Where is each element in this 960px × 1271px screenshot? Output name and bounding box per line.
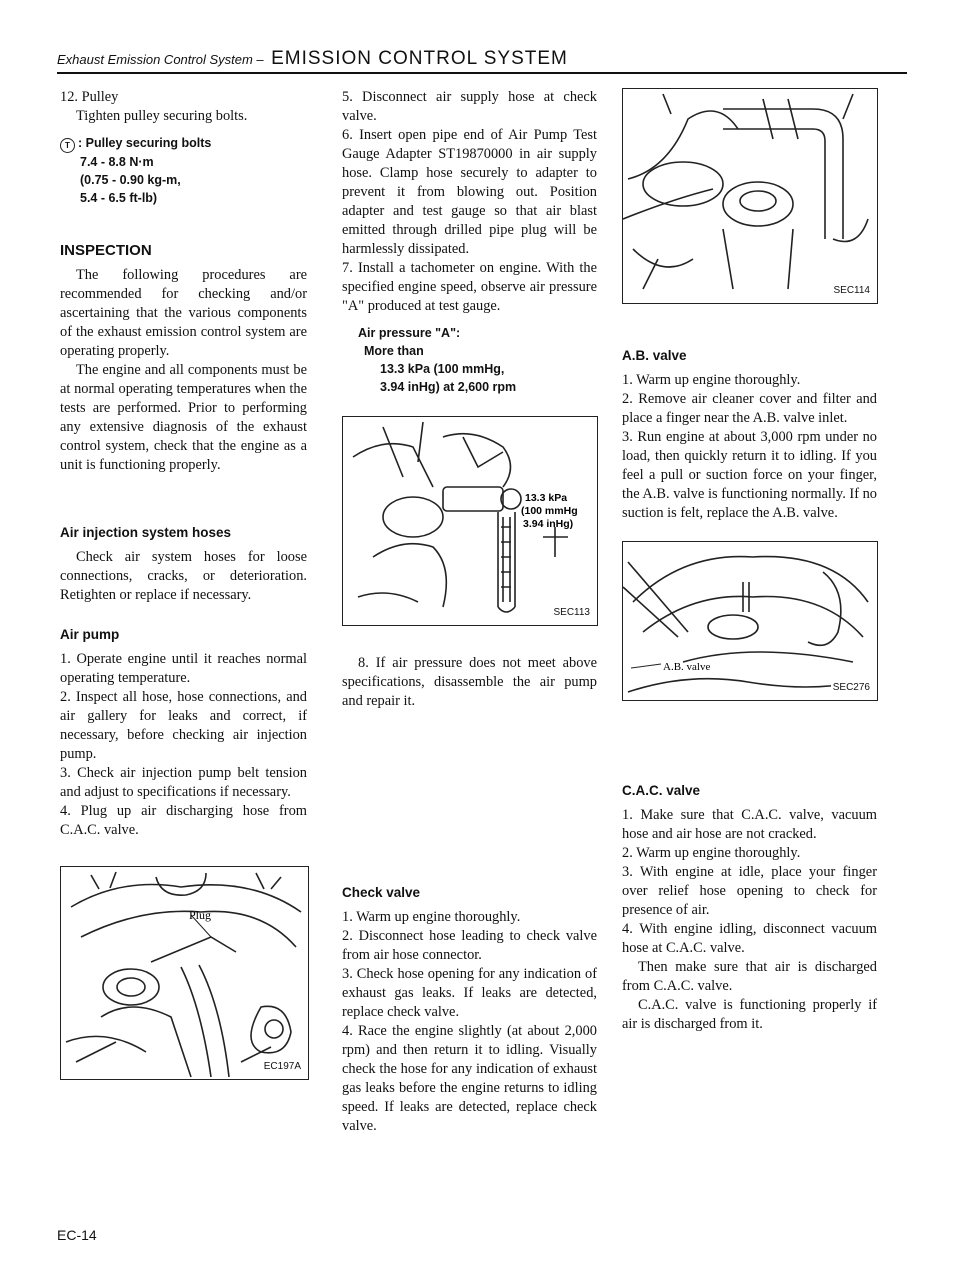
air-pump-step-3: 3. Check air injection pump belt tension and adjust to specifications if necessary. <box>60 765 307 800</box>
chapter-title: EMISSION CONTROL SYSTEM <box>271 48 568 69</box>
plug-label: Plug <box>189 908 212 922</box>
air-pump-step-1: 1. Operate engine until it reaches normal operating temperature. <box>60 651 307 686</box>
figure-code: SEC113 <box>551 603 592 622</box>
header-rule <box>57 72 907 74</box>
figure-code: SEC276 <box>831 678 872 697</box>
check-valve-step-2: 2. Disconnect hose leading to check valve from air hose connector. <box>342 928 597 963</box>
ab-valve-drawing <box>623 542 877 700</box>
torque-spec <box>60 134 307 207</box>
check-valve-step-4: 4. Race the engine slightly (at about 2,000 rpm) and then return it to idling. Visually check the hose for any indication of exhaust gas leaks before the engine returns to idling speed. If leaks are detected, replace check valve. <box>342 1023 597 1134</box>
check-valve-drawing <box>623 89 877 303</box>
gauge-label-kpa: 13.3 kPa <box>525 492 568 504</box>
figure-code: EC197A <box>262 1057 303 1076</box>
cac-valve-step-2: 2. Warm up engine thoroughly. <box>622 845 801 861</box>
column-middle <box>342 88 597 1136</box>
gauge-label-inhg: 3.94 inHg) <box>523 518 574 530</box>
inspection-paragraph-1: The following procedures are recommended for checking and/or ascertaining that the various components of the exhaust emission control system are operating properly. <box>60 267 307 359</box>
section-title: Exhaust Emission Control System – <box>57 52 264 67</box>
spec-label: Air pressure "A": <box>358 326 461 340</box>
air-pressure-spec <box>358 324 597 396</box>
inspection-heading: INSPECTION <box>60 242 152 259</box>
inspection-paragraph-2: The engine and all components must be at normal operating temperatures when the tests are performed. Prior to performing any extensive diagnosis of the exhaust control system, check that the engine as a unit is functioning properly. <box>60 362 307 473</box>
check-valve-step-3: 3. Check hose opening for any indication of exhaust gas leaks. If leaks are detected, replace check valve. <box>342 966 597 1020</box>
cac-valve-step-3: 3. With engine at idle, place your finger over relief hose opening to check for presence of air. <box>622 864 877 918</box>
cac-valve-heading: C.A.C. valve <box>622 783 701 798</box>
engine-plug-drawing <box>61 867 308 1079</box>
page-number: EC-14 <box>57 1227 97 1243</box>
air-pump-heading: Air pump <box>60 627 120 642</box>
cac-valve-note-1: Then make sure that air is discharged from C.A.C. valve. <box>622 959 877 994</box>
column-left <box>60 88 307 1080</box>
check-valve-heading: Check valve <box>342 885 421 900</box>
air-pump-step-2: 2. Inspect all hose, hose connections, and air gallery for leaks and correct, if necessary, before checking air injection pump. <box>60 689 307 762</box>
spec-inhg: 3.94 inHg) at 2,600 rpm <box>380 380 517 394</box>
step-8: 8. If air pressure does not meet above specifications, disassemble the air pump and repair it. <box>342 655 597 709</box>
spec-kpa: 13.3 kPa (100 mmHg, <box>380 362 505 376</box>
figure-plug-illustration <box>60 866 309 1080</box>
figure-ab-valve <box>622 541 878 701</box>
step-12-body: Tighten pulley securing bolts. <box>76 108 248 124</box>
torque-value-ftlb: 5.4 - 6.5 ft-lb) <box>80 191 158 205</box>
ab-valve-step-2: 2. Remove air cleaner cover and filter and place a finger near the A.B. valve inlet. <box>622 391 877 426</box>
figure-code: SEC114 <box>831 281 872 300</box>
gauge-drawing <box>343 417 597 625</box>
figure-air-pump-gauge <box>342 416 598 626</box>
ab-valve-step-1: 1. Warm up engine thoroughly. <box>622 372 801 388</box>
cac-valve-step-4: 4. With engine idling, disconnect vacuum hose at C.A.C. valve. <box>622 921 877 956</box>
step-6: 6. Insert open pipe end of Air Pump Test Gauge Adapter ST19870000 in air supply hose. Clamp hose securely to adapter to prevent it from blowing out. Position adapter and test gauge so that air blast emitted through drilled pipe plug will be harmlessly dissipated. <box>342 127 597 257</box>
cac-valve-step-1: 1. Make sure that C.A.C. valve, vacuum hose and air hose are not cracked. <box>622 807 877 842</box>
hoses-heading: Air injection system hoses <box>60 525 232 540</box>
step-5: 5. Disconnect air supply hose at check valve. <box>342 89 597 124</box>
check-valve-step-1: 1. Warm up engine thoroughly. <box>342 909 521 925</box>
ab-valve-step-3: 3. Run engine at about 3,000 rpm under no load, then quickly return it to idling. If you feel a pull or suction force on your finger, the A.B. valve is functioning normally. If no suction is felt, replace the A.B. valve. <box>622 429 877 521</box>
torque-label: : Pulley securing bolts <box>78 136 212 150</box>
running-header <box>57 48 568 70</box>
torque-value-nm: 7.4 - 8.8 N·m <box>80 155 154 169</box>
ab-valve-heading: A.B. valve <box>622 348 687 363</box>
hoses-body: Check air system hoses for loose connections, cracks, or deterioration. Retighten or replace if necessary. <box>60 549 307 603</box>
gauge-label-mmhg: (100 mmHg <box>521 505 578 517</box>
cac-valve-note-2: C.A.C. valve is functioning properly if air is discharged from it. <box>622 997 877 1032</box>
torque-icon: T <box>60 138 75 153</box>
step-7: 7. Install a tachometer on engine. With the specified engine speed, observe air pressure "A" produced at test gauge. <box>342 260 597 314</box>
column-right <box>622 88 877 1034</box>
torque-values <box>80 153 307 207</box>
figure-check-valve <box>622 88 878 304</box>
spec-more-than: More than <box>364 344 424 358</box>
torque-value-kgm: (0.75 - 0.90 kg-m, <box>80 173 181 187</box>
air-pump-step-4: 4. Plug up air discharging hose from C.A.C. valve. <box>60 803 307 838</box>
step-12-title: 12. Pulley <box>60 89 119 105</box>
ab-valve-label: A.B. valve <box>663 661 711 673</box>
